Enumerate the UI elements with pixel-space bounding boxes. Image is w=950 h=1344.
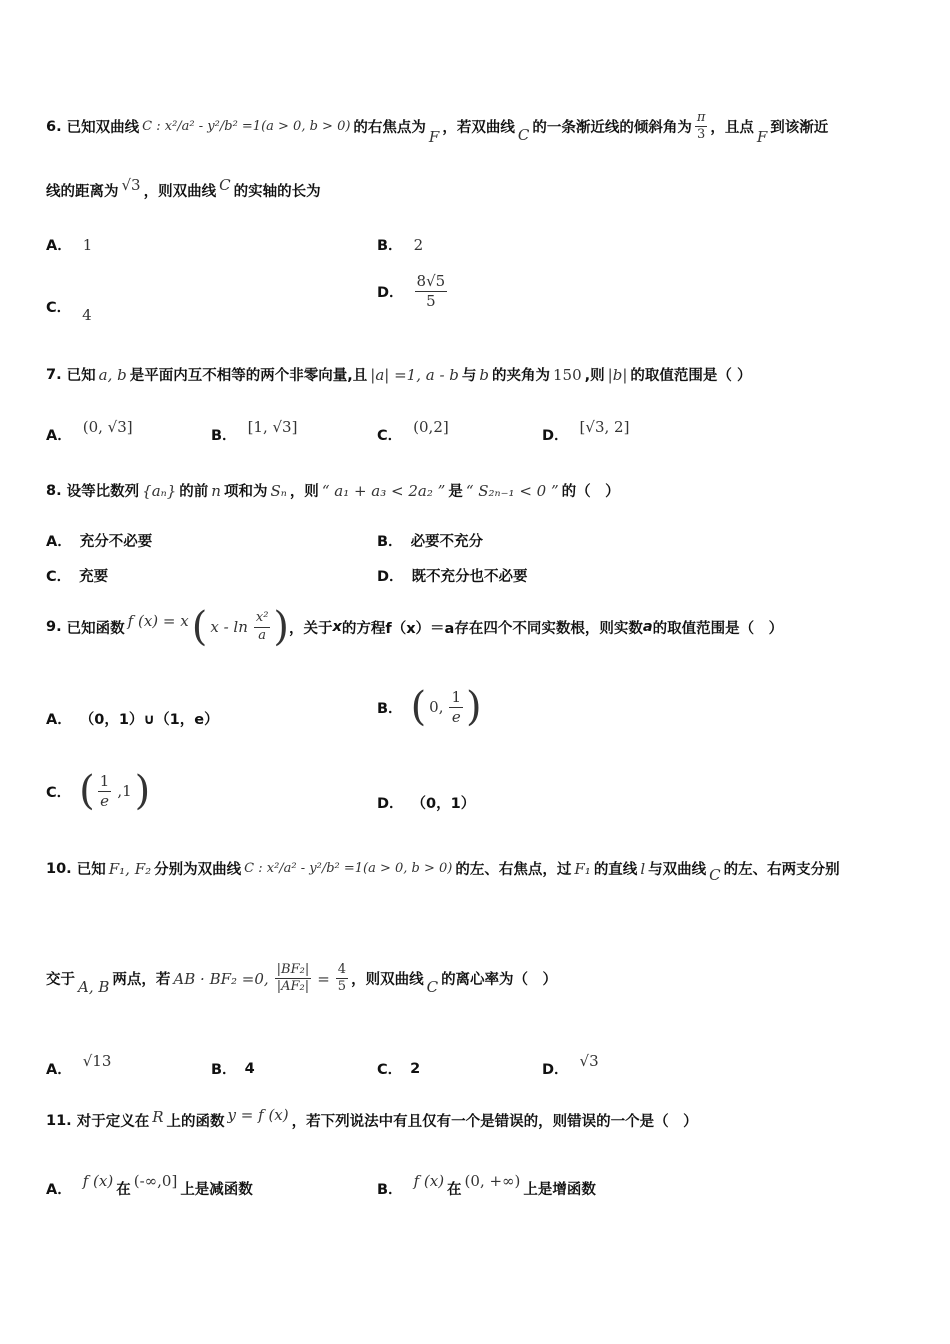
- q7-option-c[interactable]: C． (0,2]: [377, 417, 449, 444]
- q11-option-b-range: (0, +∞): [464, 1171, 521, 1190]
- q10-number: 10.: [46, 860, 72, 877]
- q7-option-d[interactable]: D． [√3, 2]: [542, 417, 630, 444]
- q9-number: 9.: [46, 619, 62, 635]
- q6-hyperbola-eq: C : x²/a² - y²/b² =1(a > 0, b > 0): [142, 119, 351, 135]
- q9-option-a[interactable]: A． （0，1）∪（1，e）: [46, 712, 219, 728]
- q8-line: 8. 设等比数列 {aₙ} 的前 n 项和为 Sₙ ，则 “ a₁ + a₃ < 2a₂ ” 是 “ S₂ₙ₋₁ < 0 ” 的（ ）: [46, 481, 620, 500]
- q9-function: f (x) = x: [127, 612, 189, 630]
- q6-text-1: 已知双曲线: [66, 120, 140, 137]
- q7-vectors: a, b: [98, 365, 127, 384]
- q10-option-a[interactable]: A． √13: [46, 1051, 112, 1078]
- q10-ratio: $\frac{\text{|BF₂|}}{\text{|AF₂|}}$: [276, 962, 310, 995]
- q9-option-b-fraction: $\frac{1}{e}$: [451, 687, 462, 726]
- q10-dot-product: AB · BF₂ =0,: [173, 969, 269, 988]
- q6-C: C: [517, 125, 530, 144]
- q7-angle: 150: [553, 365, 582, 384]
- q6-option-a[interactable]: A． 1: [46, 235, 93, 254]
- q6-line-1: [46, 110, 828, 144]
- q6-distance: √3: [121, 175, 141, 194]
- q9-equation: f（x）＝a: [385, 620, 455, 637]
- q8-sequence: {aₙ}: [142, 481, 177, 500]
- q8-condition-2: “ S₂ₙ₋₁ < 0 ”: [465, 481, 559, 500]
- q10-foci: F₁, F₂: [108, 859, 152, 878]
- q9-option-b[interactable]: B． ( 0, $\frac{1}{e}$ ): [377, 684, 482, 730]
- q9-option-d[interactable]: D． （0，1）: [377, 796, 476, 812]
- q6-text-8: ，则双曲线: [143, 184, 217, 200]
- q9-option-c-fraction: $\frac{1}{e}$: [99, 771, 110, 810]
- q6-text-6: 到该渐近: [770, 120, 829, 137]
- q10-option-c[interactable]: C． 2: [377, 1060, 421, 1078]
- q10-option-b[interactable]: B． 4: [211, 1060, 255, 1078]
- q6-C-2: C: [219, 175, 231, 194]
- q6-text-4: 的一条渐近线的倾斜角为: [532, 120, 692, 137]
- q7-option-a[interactable]: A． (0, √3]: [46, 417, 133, 444]
- q6-number: 6.: [46, 118, 62, 135]
- q7-number: 7.: [46, 366, 62, 383]
- q11-option-a[interactable]: A． f (x) 在 (-∞,0] 上是减函数: [46, 1171, 253, 1198]
- q11-option-a-range: (-∞,0]: [133, 1171, 178, 1190]
- q6-option-b[interactable]: B． 2: [377, 235, 424, 254]
- q8-option-a[interactable]: A． 充分不必要: [46, 534, 153, 550]
- q6-line-2: [46, 175, 321, 201]
- q6-F: F: [428, 127, 440, 146]
- q9-line: 9. 已知函数 f (x) = x ( x - ln $\frac{\text{x²}}{a}$ ) ，关于 x 的方程 f（x）＝a 存在四个不同实数根，则实数 a 的取值范围是（ ）: [46, 604, 784, 650]
- q10-ratio-value: $\frac{4}{5}$: [337, 962, 347, 995]
- q10-hyperbola-eq: C : x²/a² - y²/b² =1(a > 0, b > 0): [244, 861, 453, 876]
- q8-number: 8.: [46, 482, 62, 499]
- q6-text-7: 线的距离为: [46, 184, 119, 200]
- q10-points: A, B: [78, 977, 110, 996]
- q6-option-d-fraction: $\frac{8√5}{5}$: [416, 272, 446, 310]
- q11-line: 11. 对于定义在 R 上的函数 y = f (x) ，若下列说法中有且仅有一个是错误的，则错误的一个是（ ）: [46, 1105, 698, 1130]
- q8-option-b[interactable]: B． 必要不充分: [377, 534, 484, 550]
- q7-abs-b: |b|: [607, 365, 628, 384]
- q6-text-9: 的实轴的长为: [233, 184, 321, 200]
- q11-option-b[interactable]: B． f (x) 在 (0, +∞) 上是增函数: [377, 1171, 596, 1198]
- q6-text-2: 的右焦点为: [353, 120, 426, 137]
- q8-option-c[interactable]: C． 充要: [46, 569, 109, 585]
- q11-number: 11.: [46, 1112, 72, 1129]
- q10-line-2: 交于 A, B 两点，若 AB · BF₂ =0, $\frac{\text{|BF₂|}}{\text{|AF₂|}}$ = $\frac{4}{5}$ ，则双曲线 C 的离心率为（ ）: [46, 962, 558, 996]
- q9-option-c[interactable]: C． ( $\frac{1}{e}$ ,1 ): [46, 768, 151, 814]
- q6-option-c[interactable]: C． 4: [46, 300, 92, 324]
- q6-F-2: F: [756, 127, 768, 146]
- q8-option-d[interactable]: D． 既不充分也不必要: [377, 569, 528, 585]
- q7-line: 7. 已知 a, b 是平面内互不相等的两个非零向量,且 |a| =1, a - b 与 b 的夹角为 150 ,则 |b| 的取值范围是（ ）: [46, 365, 752, 384]
- q9-fraction: $\frac{\text{x²}}{a}$: [255, 610, 269, 643]
- q10-line-1: 10. 已知 F₁, F₂ 分别为双曲线 C : x²/a² - y²/b² =1(a > 0, b > 0) 的左、右焦点，过 F₁ 的直线 l 与双曲线 C 的左、右两支分别: [46, 859, 840, 884]
- q7-condition: |a| =1, a - b: [370, 365, 459, 384]
- q7-option-b[interactable]: B． [1, √3]: [211, 417, 298, 444]
- q6-text-5: ，且点: [710, 120, 754, 137]
- q6-text-3: ，若双曲线: [442, 120, 515, 137]
- q11-function: y = f (x): [227, 1105, 289, 1124]
- q10-option-d[interactable]: D． √3: [542, 1051, 599, 1078]
- q6-angle-fraction: $\frac{\pi}{3}$: [696, 110, 706, 143]
- q8-condition-1: “ a₁ + a₃ < 2a₂ ”: [321, 481, 446, 500]
- q6-option-d[interactable]: D． $\frac{8√5}{5}$: [377, 272, 446, 310]
